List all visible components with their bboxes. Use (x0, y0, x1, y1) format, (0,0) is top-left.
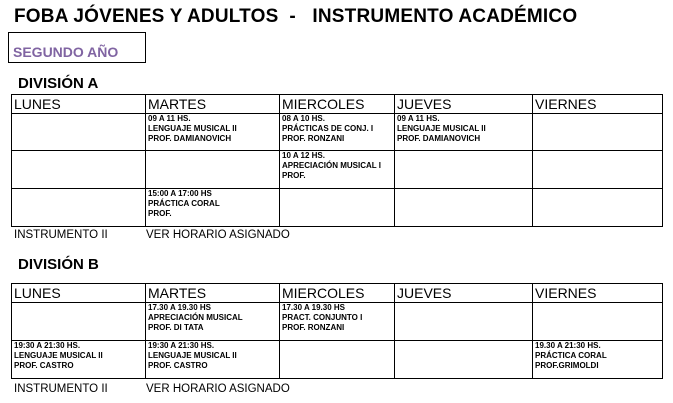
day-header-martes: MARTES (146, 95, 280, 114)
class-teacher: PROF. (282, 171, 306, 180)
day-header-lunes: LUNES (12, 95, 146, 114)
day-header-martes: MARTES (146, 284, 280, 303)
day-header-jueves: JUEVES (395, 284, 533, 303)
class-time: 19.30 A 21:30 HS. (535, 341, 601, 350)
schedule-cell-jueves (395, 151, 533, 189)
schedule-row (12, 151, 663, 189)
schedule-cell-jueves (395, 341, 533, 379)
schedule-cell-martes (146, 341, 280, 379)
schedule-cell-martes (146, 303, 280, 341)
class-time: 08 A 10 HS. (282, 114, 325, 123)
division-a-header-row (12, 95, 663, 114)
year-box (8, 32, 146, 63)
schedule-cell-viernes (533, 114, 663, 151)
year-label: SEGUNDO AÑO (13, 44, 119, 60)
class-subject: PRÁCTICA CORAL (148, 199, 220, 208)
division-b-body (12, 303, 663, 379)
class-teacher: PROF. RONZANI (282, 323, 345, 332)
schedule-cell-lunes (12, 341, 146, 379)
class-time: 17.30 A 19.30 HS (282, 303, 346, 312)
schedule-cell-martes (146, 114, 280, 151)
class-teacher: PROF. CASTRO (14, 361, 74, 370)
class-teacher: PROF. RONZANI (282, 134, 345, 143)
day-header-jueves: JUEVES (395, 95, 533, 114)
schedule-row (12, 303, 663, 341)
schedule-cell-lunes (12, 189, 146, 227)
division-b-footer-value: VER HORARIO ASIGNADO (146, 383, 290, 395)
schedule-cell-lunes (12, 303, 146, 341)
class-time: 19:30 A 21:30 HS. (14, 341, 81, 350)
class-time: 09 A 11 HS. (397, 114, 440, 123)
day-header-viernes: VIERNES (533, 95, 663, 114)
schedule-cell-miercoles (280, 341, 395, 379)
schedule-cell-martes (146, 151, 280, 189)
class-subject: LENGUAJE MUSICAL II (14, 351, 103, 360)
schedule-cell-viernes (533, 189, 663, 227)
division-b-table (11, 283, 663, 379)
day-header-miercoles: MIERCOLES (280, 284, 395, 303)
class-teacher: PROF.GRIMOLDI (535, 361, 599, 370)
class-time: 10 A 12 HS. (282, 151, 325, 160)
day-header-lunes: LUNES (12, 284, 146, 303)
schedule-cell-viernes (533, 341, 663, 379)
schedule-cell-jueves (395, 189, 533, 227)
class-subject: APRECIACIÓN MUSICAL I (282, 161, 381, 170)
division-a-title: DIVISIÓN A (18, 75, 99, 92)
schedule-cell-miercoles (280, 114, 395, 151)
schedule-row (12, 189, 663, 227)
page-title: FOBA JÓVENES Y ADULTOS - INSTRUMENTO ACADÉMICO (14, 6, 578, 27)
schedule-cell-lunes (12, 151, 146, 189)
schedule-cell-jueves (395, 114, 533, 151)
schedule-row (12, 341, 663, 379)
class-subject: LENGUAJE MUSICAL II (148, 351, 237, 360)
division-a-table (11, 94, 663, 227)
schedule-cell-viernes (533, 303, 663, 341)
schedule-cell-miercoles (280, 303, 395, 341)
division-b-footer-label: INSTRUMENTO II (14, 383, 108, 395)
schedule-cell-miercoles (280, 151, 395, 189)
class-subject: LENGUAJE MUSICAL II (148, 124, 237, 133)
class-time: 19:30 A 21:30 HS. (148, 341, 215, 350)
class-subject: LENGUAJE MUSICAL II (397, 124, 486, 133)
schedule-cell-martes (146, 189, 280, 227)
schedule-cell-lunes (12, 114, 146, 151)
class-teacher: PROF. DAMIANOVICH (148, 134, 232, 143)
division-b-header-row (12, 284, 663, 303)
class-teacher: PROF. DI TATA (148, 323, 204, 332)
class-subject: PRÁCTICAS DE CONJ. I (282, 124, 374, 133)
class-time: 15:00 A 17:00 HS (148, 189, 212, 198)
division-a-body (12, 114, 663, 227)
day-header-viernes: VIERNES (533, 284, 663, 303)
class-teacher: PROF. DAMIANOVICH (397, 134, 481, 143)
class-subject: APRECIACIÓN MUSICAL (148, 313, 243, 322)
day-header-miercoles: MIERCOLES (280, 95, 395, 114)
class-time: 09 A 11 HS. (148, 114, 191, 123)
division-a-footer-label: INSTRUMENTO II (14, 229, 108, 241)
division-a-footer-value: VER HORARIO ASIGNADO (146, 229, 290, 241)
class-teacher: PROF. CASTRO (148, 361, 208, 370)
schedule-cell-miercoles (280, 189, 395, 227)
class-subject: PRACT. CONJUNTO I (282, 313, 363, 322)
division-b-title: DIVISIÓN B (18, 256, 99, 273)
class-time: 17.30 A 19.30 HS (148, 303, 212, 312)
class-teacher: PROF. (148, 209, 172, 218)
class-subject: PRÁCTICA CORAL (535, 351, 607, 360)
schedule-row (12, 114, 663, 151)
schedule-cell-viernes (533, 151, 663, 189)
schedule-cell-jueves (395, 303, 533, 341)
